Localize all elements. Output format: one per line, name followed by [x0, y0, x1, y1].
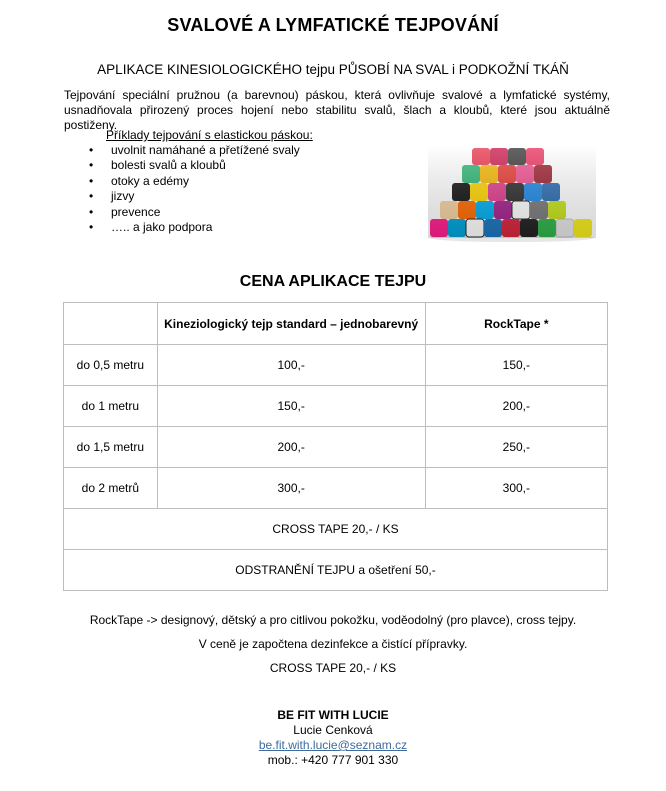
table-cell: 150,- — [425, 345, 607, 386]
table-cell: do 0,5 metru — [64, 345, 158, 386]
list-item: • otoky a edémy — [89, 173, 190, 188]
cross-tape-note: CROSS TAPE 20,- / KS — [269, 661, 397, 675]
table-header-row — [64, 303, 608, 345]
rocktape-note: RockTape -> designový, dětský a pro citlivou pokožku, voděodolný (pro plavce), cross tejpy. — [89, 613, 577, 627]
bullet-icon: • — [89, 173, 94, 188]
contact-phone: mob.: +420 777 901 330 — [267, 753, 399, 767]
table-row — [64, 427, 608, 468]
list-item: • jizvy — [89, 189, 135, 204]
table-header-cell: Kineziologický tejp standard – jednobarevný — [157, 303, 425, 345]
table-row — [64, 386, 608, 427]
contact-name: Lucie Cenková — [293, 723, 373, 737]
table-cell: 300,- — [157, 468, 425, 509]
table-row — [64, 509, 608, 550]
table-cell: 300,- — [425, 468, 607, 509]
table-cell: 200,- — [425, 386, 607, 427]
table-cell: do 1,5 metru — [64, 427, 158, 468]
table-row — [64, 468, 608, 509]
table-cell: do 2 metrů — [64, 468, 158, 509]
bullet-icon: • — [89, 143, 94, 157]
tape-rolls-image — [428, 146, 596, 242]
list-item: • ….. a jako podpora — [89, 219, 213, 234]
contact-email-link[interactable]: be.fit.with.lucie@seznam.cz — [258, 738, 408, 752]
removal-cell: ODSTRANĚNÍ TEJPU a ošetření 50,- — [64, 550, 608, 591]
table-cell: do 1 metru — [64, 386, 158, 427]
list-item: • uvolnit namáhané a přetížené svaly — [89, 143, 300, 157]
contact-email-row — [0, 738, 666, 752]
price-heading: CENA APLIKACE TEJPU — [239, 273, 427, 290]
table-row — [64, 345, 608, 386]
table-header-cell — [64, 303, 158, 345]
table-cell: 150,- — [157, 386, 425, 427]
bullet-icon: • — [89, 219, 94, 234]
table-cell: 250,- — [425, 427, 607, 468]
table-cell: 200,- — [157, 427, 425, 468]
page-title: SVALOVÉ A LYMFATICKÉ TEJPOVÁNÍ — [167, 15, 499, 35]
examples-heading: Příklady tejpování s elastickou páskou: — [106, 128, 313, 142]
bullet-icon: • — [89, 204, 94, 219]
table-header-cell: RockTape * — [425, 303, 607, 345]
bullet-icon: • — [89, 189, 94, 204]
list-item: • bolesti svalů a kloubů — [89, 158, 226, 173]
contact-brand: BE FIT WITH LUCIE — [277, 708, 389, 722]
cross-tape-cell: CROSS TAPE 20,- / KS — [64, 509, 608, 550]
bullet-icon: • — [89, 158, 94, 173]
table-cell: 100,- — [157, 345, 425, 386]
disinfection-note: V ceně je započtena dezinfekce a čistící přípravky. — [198, 637, 468, 651]
page-subtitle: APLIKACE KINESIOLOGICKÉHO tejpu PŮSOBÍ NA SVAL i PODKOŽNÍ TKÁŇ — [97, 62, 569, 77]
list-item: • prevence — [89, 204, 161, 219]
table-row — [64, 550, 608, 591]
price-table — [63, 302, 608, 591]
examples-list — [84, 143, 300, 235]
intro-paragraph: Tejpování speciální pružnou (a barevnou) páskou, která ovlivňuje svalové a lymfatické systémy, usnadňovala přirozený proces hojení nebo stabilitu svalů, šlach a kloubů, které jsou aktuálně postiženy. — [64, 88, 610, 132]
